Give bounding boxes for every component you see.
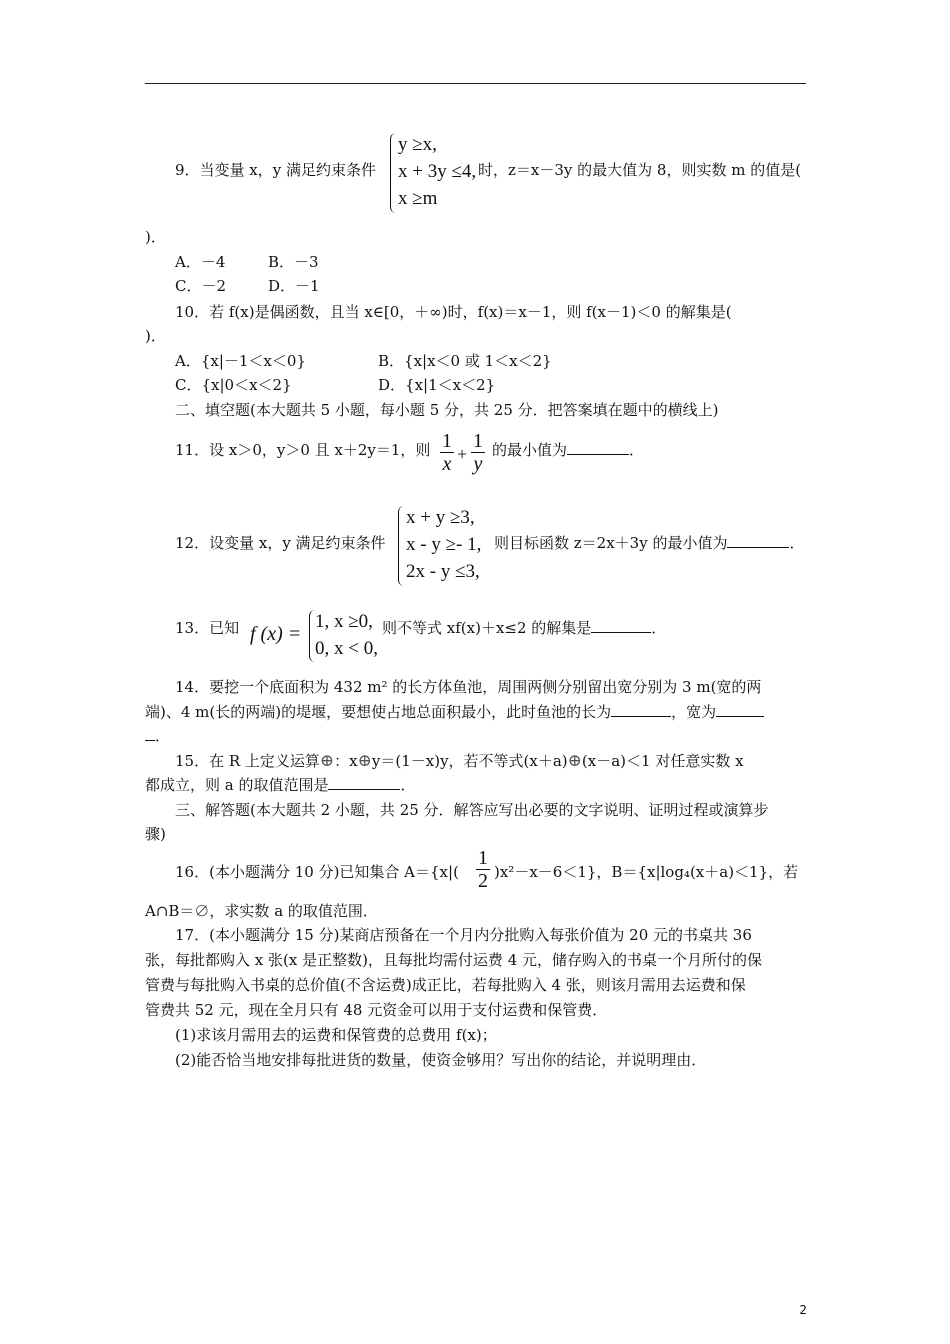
- q11-frac2-numerator: 1: [473, 430, 483, 452]
- oplus-icon: ⊕: [319, 751, 335, 771]
- q15-text-b: y＝(1－x)y，若不等式(x＋a): [371, 752, 568, 770]
- q16-line-2: A∩B＝∅，求实数 a 的取值范围．: [145, 902, 378, 920]
- q11-end: ．: [629, 441, 645, 459]
- q11-stem-suffix: [492, 440, 644, 460]
- q9-option-b: B．－3: [268, 253, 319, 271]
- q10-option-b: B．{x|x＜0 或 1＜x＜2}: [378, 352, 552, 370]
- q16-fraction: [476, 849, 490, 890]
- q10-stem-end: )．: [145, 327, 166, 345]
- q9-constraint-1: y ≥x,: [398, 134, 437, 155]
- q17-line-3: 管费与每批购入书桌的总价值(不含运费)成正比，若每批购入 4 张，则该月需用去运费和保: [145, 976, 746, 994]
- q9-stem-end: )．: [145, 228, 166, 246]
- q11-fraction-1: [440, 432, 454, 473]
- section-3-heading-line-1: 三、解答题(本大题共 2 小题，共 25 分．解答应写出必要的文字说明、证明过程或演算步: [175, 801, 769, 819]
- q11-answer-blank: [567, 440, 629, 455]
- oplus-icon: ⊕: [567, 751, 582, 771]
- q9-constraints: [398, 131, 476, 212]
- q10-stem: 10．若 f(x)是偶函数，且当 x∈[0，＋∞)时，f(x)＝x－1，则 f(x－1)＜0 的解集是(: [175, 303, 732, 321]
- q14-line-3: [145, 726, 170, 746]
- q14-line-1: 14．要挖一个底面积为 432 m² 的长方体鱼池，周围两侧分别留出宽分别为 3 m(宽的两: [175, 678, 762, 696]
- q9-constraint-2: x + 3y ≤4,: [398, 161, 477, 182]
- oplus-icon: ⊕: [357, 751, 372, 771]
- q12-constraint-2: x - y ≥- 1,: [406, 534, 482, 555]
- q13-end: ．: [651, 619, 667, 637]
- q17-line-2: 张，每批都购入 x 张(x 是正整数)，且每批均需付运费 4 元，储存购入的书桌一个月所付的保: [145, 951, 763, 969]
- q10-option-c: C．{x|0＜x＜2}: [175, 376, 292, 394]
- q9-brace: [390, 133, 397, 213]
- q14-line-2-text: 端)、4 m(长的两端)的堤堰，要想使占地总面积最小，此时鱼池的长为: [145, 703, 612, 721]
- q13-answer-blank: [591, 618, 651, 633]
- q13-case-2: 0, x < 0,: [315, 638, 378, 659]
- q14-width-blank-cont: [145, 726, 155, 741]
- q11-frac2-denominator: y: [473, 453, 483, 475]
- q12-end: ．: [789, 534, 805, 552]
- q14-end: ．: [155, 727, 171, 745]
- q13-suffix-text: 则不等式 xf(x)＋x≤2 的解集是: [382, 619, 592, 637]
- q17-line-4: 管费共 52 元，现在全月只有 48 元资金可以用于支付运费和保管费．: [145, 1001, 608, 1019]
- section-3-heading-line-2: 骤): [145, 825, 166, 843]
- q15-line-1: [175, 751, 744, 771]
- q17-sub-question-2: (2)能否恰当地安排每批进货的数量，使资金够用？写出你的结论，并说明理由．: [175, 1051, 707, 1069]
- q17-sub-question-1: (1)求该月需用去的运费和保管费的总费用 f(x)；: [175, 1026, 497, 1044]
- q13-function-lhs: f (x) =: [250, 623, 302, 645]
- q13-stem-prefix: 13．已知: [175, 619, 240, 637]
- q12-suffix-text: 则目标函数 z＝2x＋3y 的最小值为: [494, 534, 728, 552]
- q9-stem-prefix: 9．当变量 x，y 满足约束条件: [175, 161, 377, 179]
- q12-stem-prefix: 12．设变量 x，y 满足约束条件: [175, 534, 386, 552]
- q14-line-2: [145, 702, 764, 722]
- page-number: 2: [799, 1303, 807, 1317]
- q16-stem-suffix: )x²－x－6＜1}，B＝{x|log₄(x＋a)＜1}，若: [494, 863, 799, 881]
- q15-text-c: (x－a)＜1 对任意实数 x: [581, 752, 744, 770]
- q14-width-blank: [716, 702, 764, 717]
- q12-brace: [398, 506, 405, 586]
- q13-case-1: 1, x ≥0,: [315, 611, 373, 632]
- q14-length-blank: [611, 702, 671, 717]
- q16-frac-numerator: 1: [478, 847, 488, 869]
- q11-plus: +: [457, 444, 468, 464]
- q15-answer-blank: [328, 775, 400, 790]
- q15-line-2-text: 都成立，则 a 的取值范围是: [145, 776, 329, 794]
- q14-width-label: ，宽为: [671, 703, 717, 721]
- section-2-heading: 二、填空题(本大题共 5 小题，每小题 5 分，共 25 分．把答案填在题中的横线上): [175, 401, 719, 419]
- q9-option-c: C．－2: [175, 277, 227, 295]
- q17-line-1: 17．(本小题满分 15 分)某商店预备在一个月内分批购入每张价值为 20 元的书桌共 36: [175, 926, 752, 944]
- q15-text-pre: 15．在 R 上定义运算: [175, 752, 320, 770]
- q10-option-d: D．{x|1＜x＜2}: [378, 376, 496, 394]
- q13-piecewise: [315, 608, 378, 662]
- q15-text-a: ：x: [334, 752, 358, 770]
- q9-constraint-3: x ≥m: [398, 188, 438, 209]
- q11-fraction-2: [471, 432, 485, 473]
- header-rule: [145, 83, 806, 84]
- q12-constraint-1: x + y ≥3,: [406, 507, 475, 528]
- q9-stem-suffix: 时，z＝x－3y 的最大值为 8，则实数 m 的值是(: [478, 161, 802, 179]
- q15-end: ．: [400, 776, 416, 794]
- q13-stem-suffix: [382, 618, 666, 638]
- q12-constraint-3: 2x - y ≤3,: [406, 561, 480, 582]
- q12-constraints: [406, 504, 481, 585]
- q11-frac1-numerator: 1: [442, 430, 452, 452]
- q16-frac-denominator: 2: [478, 870, 488, 892]
- q11-suffix-text: 的最小值为: [492, 441, 568, 459]
- q12-stem-suffix: [494, 533, 804, 553]
- q16-stem-prefix: 16．(本小题满分 10 分)已知集合 A＝{x|(: [175, 863, 459, 881]
- q11-stem-prefix: 11．设 x＞0，y＞0 且 x＋2y＝1，则: [175, 441, 431, 459]
- q12-answer-blank: [727, 533, 789, 548]
- q11-frac1-denominator: x: [442, 453, 452, 475]
- q15-line-2: [145, 775, 416, 795]
- q9-option-a: A．－4: [175, 253, 226, 271]
- q10-option-a: A．{x|－1＜x＜0}: [175, 352, 306, 370]
- q9-option-d: D．－1: [268, 277, 320, 295]
